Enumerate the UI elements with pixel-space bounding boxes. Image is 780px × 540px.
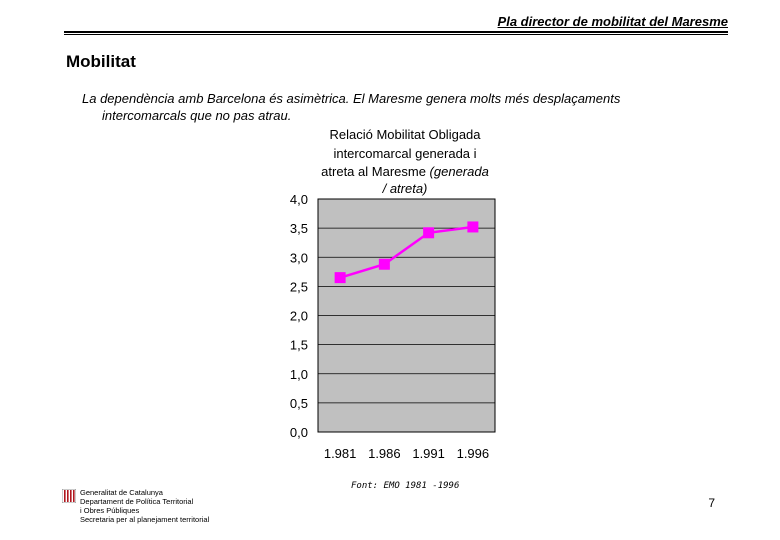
y-tick-label: 1,0 xyxy=(289,366,308,382)
y-tick-label: 2,0 xyxy=(289,308,308,324)
y-tick-label: 4,0 xyxy=(289,192,308,207)
section-title: Mobilitat xyxy=(66,52,136,71)
footer-org xyxy=(62,488,209,524)
x-tick-label: 1.981 xyxy=(323,446,357,461)
chart-title-line-3: atreta al Maresme (generada xyxy=(321,164,489,179)
document-title: Pla director de mobilitat del Maresme xyxy=(497,14,728,29)
x-tick-label: 1.991 xyxy=(412,446,445,461)
chart-title-line-2: intercomarcal generada i xyxy=(333,146,477,161)
page-number: 7 xyxy=(708,496,715,510)
data-point xyxy=(335,272,346,283)
chart-title-line-1: Relació Mobilitat Obligada xyxy=(329,127,481,142)
data-point xyxy=(423,227,434,238)
y-tick-label: 3,0 xyxy=(289,250,308,266)
y-tick-label: 2,5 xyxy=(289,279,308,295)
generalitat-logo-icon xyxy=(62,489,76,503)
x-tick-label: 1.986 xyxy=(368,446,401,461)
y-tick-label: 0,0 xyxy=(289,425,308,440)
data-point xyxy=(379,259,390,270)
intro-line-2: intercomarcals que no pas atrau. xyxy=(102,108,292,123)
data-point xyxy=(467,221,478,232)
y-tick-label: 3,5 xyxy=(289,221,308,237)
org-line-1: Generalitat de Catalunya xyxy=(80,488,163,497)
intro-line-1: La dependència amb Barcelona és asimètrica. El Maresme genera molts més desplaçaments xyxy=(82,91,621,106)
chart-source: Font: EMO 1981 -1996 xyxy=(351,481,460,491)
org-line-3: i Obres Públiques xyxy=(80,506,140,515)
org-line-4: Secretaria per al planejament territorial xyxy=(80,515,210,524)
x-tick-label: 1.996 xyxy=(456,446,490,461)
org-line-2: Departament de Política Territorial xyxy=(80,497,194,506)
chart-title-line-4: / atreta) xyxy=(382,181,428,196)
org-text xyxy=(80,488,209,524)
y-tick-label: 1,5 xyxy=(289,337,308,353)
y-tick-label: 0,5 xyxy=(289,395,308,411)
